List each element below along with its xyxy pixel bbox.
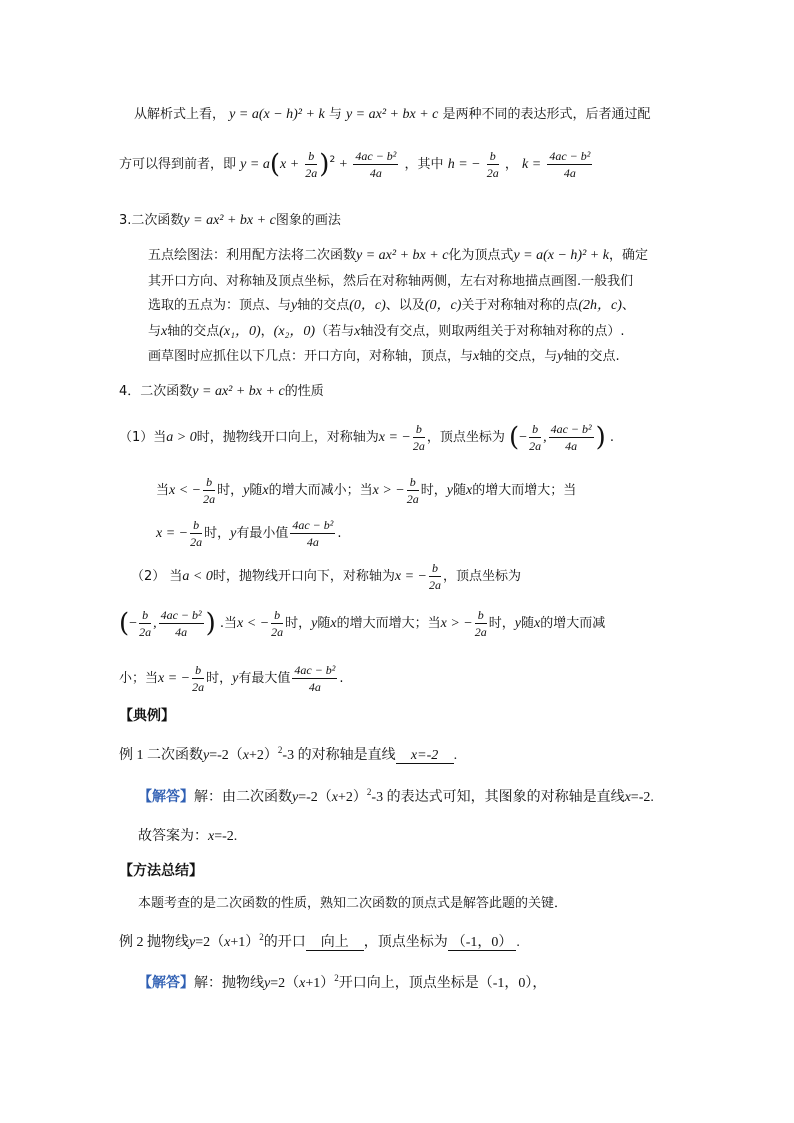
formula: (x₁，0) [219, 324, 261, 339]
formula: y [557, 349, 564, 364]
num: b [271, 609, 283, 624]
text: 时， [206, 671, 233, 686]
formula: x = − [156, 526, 189, 541]
text: 故答案为： [138, 829, 208, 844]
section-4-heading [119, 385, 324, 399]
text: ， [260, 324, 274, 339]
text: 随 [317, 616, 331, 631]
text: 关于对称轴对称的点 [461, 298, 579, 313]
text: 4．二次函数 [119, 384, 193, 399]
formula: x [473, 349, 480, 364]
text: -3 的表达式可知，其图象的对称轴是直线 [371, 790, 625, 805]
text: . [339, 671, 344, 686]
formula: y = ax² + bx + c [356, 248, 449, 263]
text: （1）当 [119, 430, 167, 445]
text: =-2. [214, 829, 238, 844]
den: 4a [369, 166, 382, 180]
text: =-2（ [209, 748, 243, 763]
den: 2a [305, 166, 318, 180]
text: 开口向上，顶点坐标是（-1，0）， [338, 976, 547, 991]
case-1-line2 [156, 476, 576, 505]
text: 例 2 抛物线 [119, 935, 189, 950]
text: . [453, 748, 458, 763]
fraction-4ac-b2-4a [159, 609, 204, 638]
formula: (0，c) [424, 298, 462, 313]
den: 2a [271, 625, 284, 639]
formula: x = − [158, 671, 191, 686]
text: 有最小值 [236, 526, 289, 541]
formula: y = ax² + bx + c [183, 213, 276, 228]
text: 的增大而减 [540, 616, 606, 631]
formula: x [624, 790, 631, 805]
den: 4a [308, 680, 321, 694]
text: 、 [621, 298, 635, 313]
text: 轴的交点 [167, 324, 220, 339]
text: 画草图时应抓住以下几点：开口方向，对称轴，顶点，与 [148, 349, 474, 364]
den: 4a [563, 166, 576, 180]
text: . [337, 526, 342, 541]
method-heading: 【方法总结】 [119, 863, 203, 879]
text: 时， [217, 483, 244, 498]
text: 时， [285, 616, 312, 631]
text: 、以及 [385, 298, 425, 313]
text: +2） [338, 790, 367, 805]
text: 五点绘图法：利用配方法将二次函数 [148, 248, 357, 263]
den: 4a [175, 625, 188, 639]
formula: y [243, 483, 250, 498]
text: =2（ [270, 976, 300, 991]
fraction-4ac-b2-4a [292, 664, 337, 693]
text: 方可以得到前者，即 [119, 157, 237, 172]
num: b [192, 664, 204, 679]
den: 4a [565, 439, 578, 453]
text: 的增大而增大；当 [472, 483, 577, 498]
formula: x > − [372, 483, 405, 498]
fraction-4ac-b2-4a [549, 423, 594, 452]
case-2-line2: (− $\frac{b}{2a}$ , $\frac{\text{4ac − b²}}{4a}$ ) .当x < − $\frac{b}{2a}$ 时，y随x的增大而增大；当x > − $\frac{b}{2a}$ 时，y随x的增大而减 [119, 608, 606, 639]
text: 解：由二次函数 [194, 790, 292, 805]
formula: a > 0 [166, 430, 197, 445]
num: b [475, 609, 487, 624]
text: 时，抛物线开口向上，对称轴为 [196, 430, 379, 445]
text: +2） [249, 748, 278, 763]
fraction-b-2a [475, 609, 487, 638]
formula: (0，c) [349, 298, 386, 313]
para-intro-line1 [134, 108, 651, 122]
text: 的增大而增大；当 [336, 616, 441, 631]
text: 轴的交点 [297, 298, 350, 313]
formula: y [203, 748, 210, 763]
fraction-b-2a [190, 519, 202, 548]
num: b [413, 423, 425, 438]
text: 的增大而减小；当 [268, 483, 373, 498]
formula: x [330, 616, 337, 631]
text: 2 [334, 973, 339, 983]
formula: (x₂，0) [273, 324, 316, 339]
method-text: 本题考查的是二次函数的性质，熟知二次函数的顶点式是解答此题的关键． [138, 896, 568, 911]
fraction-b-2a [407, 476, 419, 505]
text: （2） 当 [131, 569, 183, 584]
example-1-answer [138, 830, 237, 844]
den: 2a [192, 680, 205, 694]
den: 2a [406, 492, 419, 506]
text: ， [504, 157, 518, 172]
section-3-heading [119, 214, 341, 228]
text: 小；当 [119, 671, 159, 686]
section-3-line2 [148, 275, 633, 288]
formula: h = − [447, 157, 481, 172]
formula: y [514, 616, 521, 631]
text: 化为顶点式 [448, 248, 514, 263]
formula: x [262, 483, 269, 498]
den: 4a [306, 535, 319, 549]
fraction-b-2a [271, 609, 283, 638]
example-1-solution [138, 788, 654, 805]
formula: x [533, 616, 541, 631]
num: b [139, 609, 151, 624]
fraction-b-2a [192, 664, 204, 693]
num: b [305, 150, 317, 165]
text: （若与 [315, 324, 355, 339]
case-1-line3 [156, 519, 342, 548]
solution-label: 【解答】 [138, 976, 194, 991]
fraction-b-2a [203, 476, 215, 505]
text: 随 [520, 616, 534, 631]
fraction-b-2a [413, 423, 425, 452]
formula: y [311, 616, 318, 631]
num: b [529, 423, 541, 438]
text: 随 [452, 483, 466, 498]
num: b [487, 150, 499, 165]
text: 2 [277, 745, 283, 755]
text: =-2. [630, 790, 654, 805]
formula: y [291, 298, 298, 313]
fraction-4ac-b2-4a [290, 519, 335, 548]
text: 轴没有交点，则取两组关于对称轴对称的点）. [360, 324, 625, 339]
text: 与 [148, 324, 162, 339]
formula: y = a(x − h)² + k [513, 248, 609, 263]
example-2-solution [138, 974, 546, 991]
formula: + [339, 157, 348, 172]
formula: x < − [169, 483, 202, 498]
text: 时，抛物线开口向下，对称轴为 [212, 569, 395, 584]
fraction-b-2a [429, 562, 441, 591]
solution-label: 【解答】 [138, 790, 194, 805]
text: 有最大值 [238, 671, 291, 686]
text: 与 [328, 107, 342, 122]
num: 4ac − b² [160, 608, 202, 622]
section-3-line4 [148, 325, 624, 339]
text: 例 1 二次函数 [119, 748, 203, 763]
text: ，顶点坐标为 [426, 430, 505, 445]
case-2-line1 [131, 562, 521, 591]
text: +1） [305, 976, 335, 991]
fraction-b-2a [305, 150, 317, 179]
formula: x = − [378, 430, 411, 445]
text: 选取的五点为：顶点、与 [148, 298, 292, 313]
formula: x [331, 790, 338, 805]
general-form-formula: y = ax² + bx + c [345, 107, 439, 122]
text: 时， [420, 483, 447, 498]
fraction-b-2a [487, 150, 499, 179]
fraction-4ac-b2-4a [547, 150, 592, 179]
text: . [609, 430, 615, 445]
num: b [203, 476, 215, 491]
text: 图象的画法 [275, 213, 341, 228]
text: =-2（ [298, 790, 332, 805]
fraction-4ac-b2-4a [353, 150, 398, 179]
example-2-question [119, 933, 520, 951]
den: 2a [428, 578, 441, 592]
text: 的性质 [284, 384, 324, 399]
text: 轴的交点，与 [479, 349, 558, 364]
num: 4ac − b² [549, 149, 591, 163]
den: 2a [139, 625, 152, 639]
formula: x + [279, 157, 300, 172]
formula: y [230, 526, 237, 541]
vertex-form-formula: y = a(x − h)² + k [229, 107, 325, 122]
text: 3.二次函数 [119, 213, 184, 228]
section-3-line5 [148, 350, 620, 364]
formula: x < − [237, 616, 270, 631]
text: 轴的交点. [563, 349, 620, 364]
formula: (2h，c) [578, 298, 622, 313]
num: 4ac − b² [294, 663, 336, 677]
formula: x [242, 748, 249, 763]
answer-blank-opening: 向上 [306, 936, 364, 951]
text: -3 的对称轴是直线 [282, 748, 396, 763]
formula: x > − [440, 616, 473, 631]
text: . [516, 935, 520, 950]
text: 的开口 [263, 935, 306, 950]
text: 时， [488, 616, 515, 631]
case-2-line3 [119, 664, 344, 693]
formula: y [446, 483, 453, 498]
example-1-question [119, 746, 457, 764]
text: 2 [259, 932, 264, 942]
den: 2a [412, 439, 425, 453]
den: 2a [474, 625, 487, 639]
den: 2a [529, 439, 542, 453]
formula: y [189, 935, 196, 950]
formula: y [292, 790, 299, 805]
text: ，确定 [608, 248, 648, 263]
den: 2a [486, 166, 499, 180]
answer-blank: x=-2 [396, 749, 454, 764]
text: 当 [156, 483, 170, 498]
formula: x [161, 324, 168, 339]
fraction-b-2a [139, 609, 151, 638]
text: 其开口方向、对称轴及顶点坐标，然后在对称轴两侧，左右对称地描点画图.一般我们 [148, 274, 634, 289]
text: 时， [204, 526, 231, 541]
text: 2 [366, 787, 372, 797]
num: b [190, 519, 202, 534]
fraction-b-2a [529, 423, 541, 452]
formula: a < 0 [182, 569, 213, 584]
formula: y = ax² + bx + c [192, 384, 285, 399]
formula: k = [522, 157, 542, 172]
num: 4ac − b² [550, 422, 592, 436]
den: 2a [203, 492, 216, 506]
case-1-line1: （1）当a > 0时，抛物线开口向上，对称轴为x = − $\frac{b}{2a}$ ，顶点坐标为 (− $\frac{b}{2a}$ , $\frac{\text{4ac − b²}}{4a}$ ) . [119, 422, 615, 453]
formula: y = a [240, 157, 270, 172]
formula: x = − [394, 569, 427, 584]
text: ，顶点坐标为 [363, 935, 448, 950]
text: 解：抛物线 [194, 976, 264, 991]
text: 从解析式上看， [134, 107, 226, 122]
example-heading: 【典例】 [119, 708, 175, 724]
text: 是两种不同的表达形式，后者通过配 [442, 107, 651, 122]
formula: y [264, 976, 271, 991]
num: 4ac − b² [292, 518, 334, 532]
text: +1） [230, 935, 260, 950]
den: 2a [190, 535, 203, 549]
section-3-line3 [148, 299, 635, 313]
formula: y [232, 671, 239, 686]
para-intro-line2: 方可以得到前者，即 y = a(x + $\frac{b}{2a}$ )$^2$ + $\frac{\text{4ac − b²}}{4a}$ ，其中 h = − $\frac{b}{2a}$ ， k = $\frac{\text{4ac − b²}}{4a}$ [119, 149, 591, 180]
text: ，顶点坐标为 [442, 569, 521, 584]
text: ，其中 [404, 157, 444, 172]
num: b [407, 476, 419, 491]
formula: x [465, 483, 473, 498]
formula: x [224, 935, 231, 950]
section-3-line1 [148, 249, 648, 263]
formula: x [299, 976, 306, 991]
num: b [429, 562, 441, 577]
text: 随 [249, 483, 263, 498]
formula: x [208, 829, 215, 844]
text: =2（ [195, 935, 225, 950]
formula: x [354, 324, 361, 339]
text: .当 [219, 616, 238, 631]
answer-blank-vertex: （-1，0） [448, 936, 517, 951]
num: 4ac − b² [355, 149, 397, 163]
